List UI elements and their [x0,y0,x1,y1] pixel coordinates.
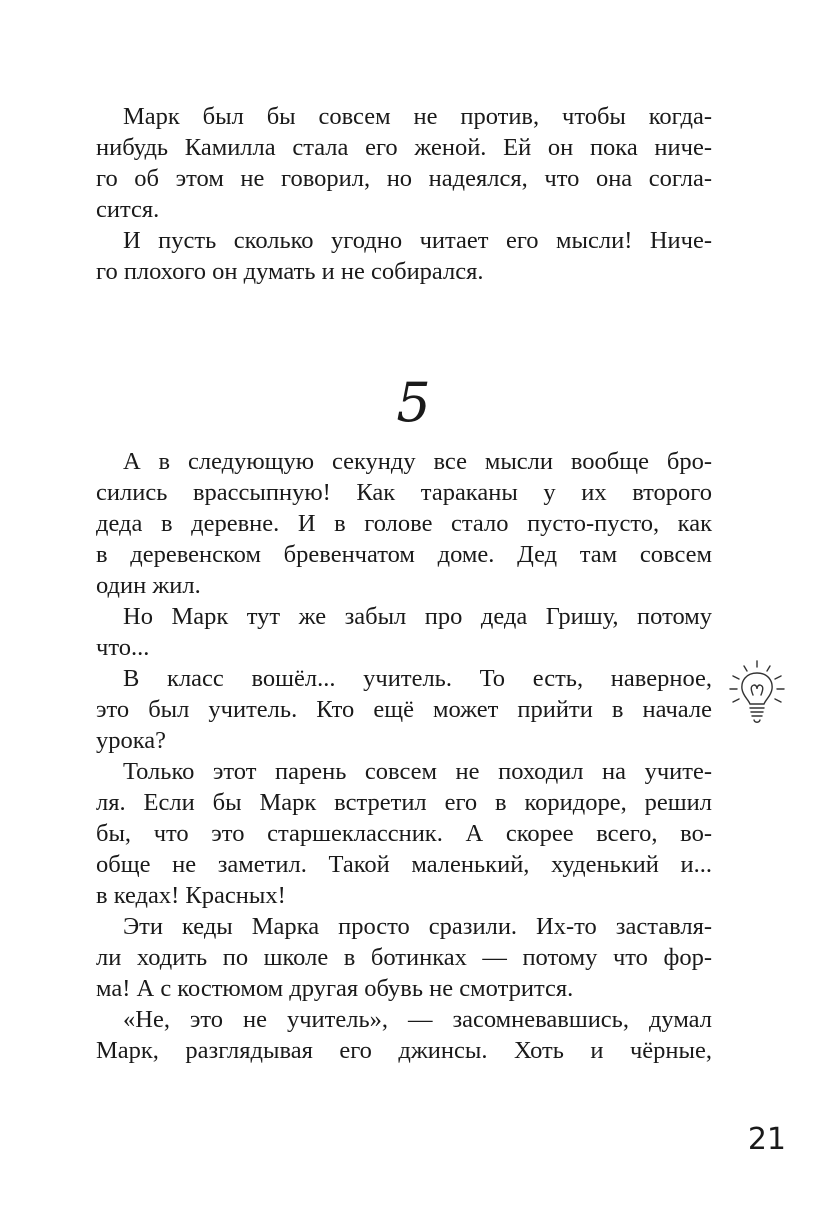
text-line: это был учитель. Кто ещё может прийти в начале [96,696,712,723]
chapter-number: 5 [396,371,431,434]
text-line: что... [96,634,150,661]
text-line: Марк, разглядывая его джинсы. Хоть и чёрные, [96,1037,712,1064]
text-line: ля. Если бы Марк встретил его в коридоре, решил [96,789,712,816]
text-line: И пусть сколько угодно читает его мысли! Ниче- [123,227,712,254]
text-line: Эти кеды Марка просто сразили. Их-то заставля- [123,913,712,940]
page-number: 21 [747,1122,786,1157]
text-line: деда в деревне. И в голове стало пусто-пусто, как [96,510,712,537]
text-line: Но Марк тут же забыл про деда Гришу, потому [123,603,712,630]
text-line: в деревенском бревенчатом доме. Дед там совсем [96,541,712,568]
text-line: ма! А с костюмом другая обувь не смотрится. [96,975,574,1002]
text-line: го плохого он думать и не собирался. [96,258,484,285]
text-block-top [96,101,712,287]
text-line: Только этот парень совсем не походил на учите- [123,758,712,785]
text-line: А в следующую секунду все мысли вообще бро- [123,448,712,475]
text-line: бы, что это старшеклассник. А скорее всего, во- [96,820,712,847]
text-line: «Не, это не учитель», — засомневавшись, думал [123,1006,712,1033]
text-line: ли ходить по школе в ботинках — потому что фор- [96,944,712,971]
lightbulb-icon [724,658,790,730]
text-line: го об этом не говорил, но надеялся, что она согла- [96,165,712,192]
text-line: сились врассыпную! Как тараканы у их второго [96,479,712,506]
text-line: в кедах! Красных! [96,882,286,909]
text-line: Марк был бы совсем не против, чтобы когда- [123,103,712,130]
text-line: нибудь Камилла стала его женой. Ей он пока ниче- [96,134,712,161]
text-block-chapter [96,446,712,1066]
text-line: обще не заметил. Такой маленький, худенький и... [96,851,712,878]
text-line: сится. [96,196,160,223]
text-line: один жил. [96,572,201,599]
text-line: В класс вошёл... учитель. То есть, наверное, [123,665,712,692]
text-line: урока? [96,727,167,754]
